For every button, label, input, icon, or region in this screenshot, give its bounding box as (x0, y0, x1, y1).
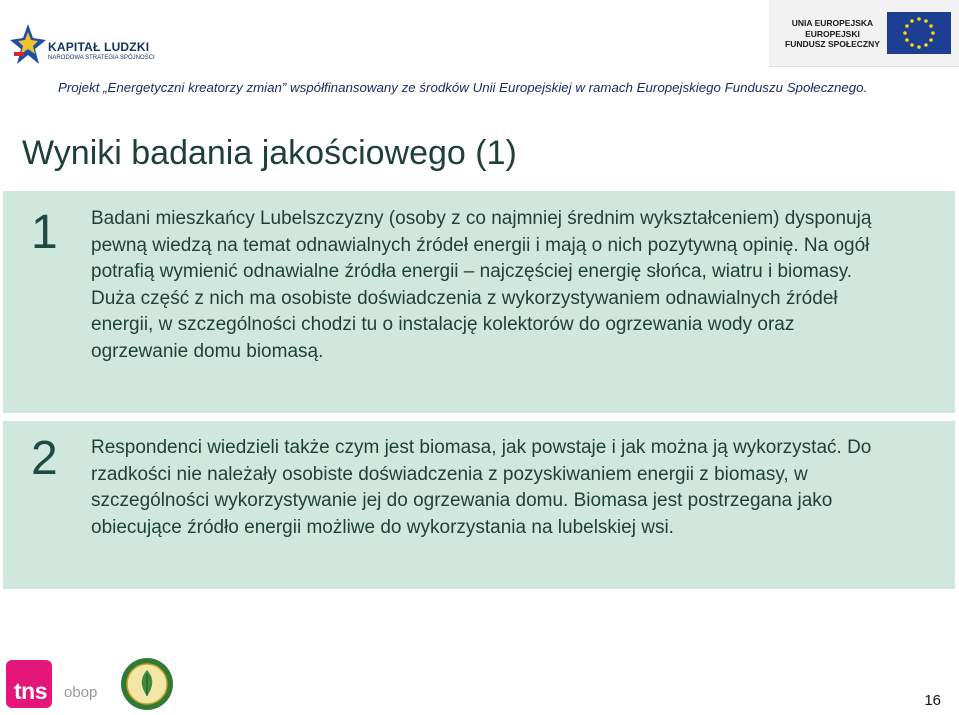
finding-text: Respondenci wiedzieli także czym jest biomasa, jak powstaje i jak można ją wykorzystać. Do rzadkości nie należały osobiste doświadczenia z pozyskiwaniem energii z biomasy, w szczególności wykorzystywanie jej do ogrzewania domu. Biomasa jest postrzegana jako obiecujące źródło energii możliwe do wykorzystania na lubelskiej wsi. (91, 437, 872, 538)
eu-logo-text (785, 18, 880, 50)
finding-panel-1 (3, 191, 955, 413)
finding-panel-2 (3, 421, 955, 589)
eu-logo-line: UNIA EUROPEJSKA (791, 18, 874, 28)
eu-logo-line: FUNDUSZ SPOŁECZNY (785, 39, 880, 49)
eu-logo-line: EUROPEJSKI (805, 28, 860, 39)
project-funding-line: Projekt „Energetyczni kreatorzy zmian” współfinansowany ze środków Unii Europejskiej w ramach Europejskiego Funduszu Społecznego. (58, 80, 868, 95)
kapital-ludzki-star-icon (8, 22, 48, 70)
tns-logo-text: tns (14, 678, 47, 704)
kapital-ludzki-title: KAPITAŁ LUDZKI (48, 40, 150, 54)
finding-text: Badani mieszkańcy Lubelszczyzny (osoby z co najmniej średnim wykształceniem) dysponują pewną wiedzą na temat odnawialnych źródeł energii i mają o nich pozytywną opinię. Na ogół potrafią wymienić odnawialne źródła energii – najczęściej energię słońca, wiatru i biomasy. Duża część z nich ma osobiste doświadczenia z wykorzystywaniem odnawialnych źródeł energii, w szczególności chodzi tu o instalację kolektorów do ogrzewania wody oraz ogrzewanie domu biomasą. (91, 208, 872, 362)
kapital-ludzki-subtitle: NARODOWA STRATEGIA SPÓJNOŚCI (48, 55, 155, 61)
eu-flag-icon (887, 12, 951, 54)
tns-obop-logo (6, 660, 106, 712)
obop-logo-text: obop (64, 684, 98, 701)
round-seal-logo-icon (120, 656, 174, 712)
slide-title: Wyniki badania jakościowego (1) (22, 134, 517, 172)
eu-logo (769, 0, 959, 67)
finding-number: 1 (31, 206, 58, 259)
page-number: 16 (924, 692, 941, 709)
finding-number: 2 (31, 432, 58, 485)
